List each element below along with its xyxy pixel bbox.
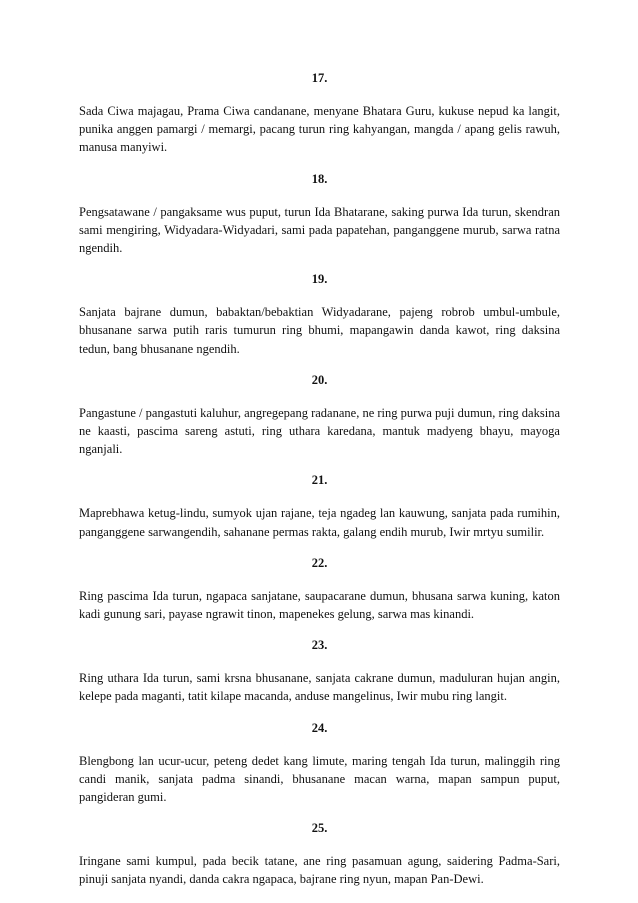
stanza-21: [79, 472, 560, 540]
stanza-25: [79, 820, 560, 888]
stanza-text: Sada Ciwa majagau, Prama Ciwa candanane, menyane Bhatara Guru, kukuse nepud ka langit, punika anggen pamargi / memargi, pacang turun ring kahyangan, mangda / apang gelis rawuh, manusa manyiwi.: [79, 104, 560, 155]
stanza-number: 24.: [311, 720, 328, 735]
stanza-text: Iringane sami kumpul, pada becik tatane, ane ring pasamuan agung, saidering Padma-Sari, pinuji sanjata nyandi, danda cakra ngapaca, bajrane ring nyun, mapan Pan-Dewi.: [79, 854, 560, 887]
stanza-text: Pangastune / pangastuti kaluhur, angregepang radanane, ne ring purwa puji dumun, ring daksina ne kaasti, pascima sareng astuti, ring uthara karedana, mantuk madyeng bhayu, mayoga nganjali.: [79, 405, 560, 457]
stanza-number: 25.: [311, 821, 328, 836]
stanza-number: 23.: [311, 638, 328, 653]
stanza-number: 17.: [311, 71, 328, 85]
stanza-text: Maprebhawa ketug-lindu, sumyok ujan rajane, teja ngadeg lan kauwung, sanjata pada rumihin, panganggene sarwangendih, sahanane permas rakta, galang endih murub, Iwir mrtyu sumilir.: [79, 506, 560, 539]
stanza-text: Pengsatawane / pangaksame wus puput, turun Ida Bhatarane, saking purwa Ida turun, skendran sami mengiring, Widyadara-Widyadari, sami pada papatehan, panganggene murub, sarwa ratna ngendih.: [79, 204, 560, 256]
stanza-number: 19.: [311, 272, 328, 287]
stanza-text: Blengbong lan ucur-ucur, peteng dedet kang limute, maring tengah Ida turun, malinggih ring candi manik, sanjata padma sinandi, bhusanane macan warna, mapan sampun puput, pangideran gumi.: [79, 753, 560, 805]
stanza-18: [79, 171, 560, 258]
stanza-number: 22.: [311, 555, 328, 570]
stanza-22: [79, 555, 560, 623]
stanza-number: 18.: [311, 171, 328, 186]
stanza-number: 20.: [311, 372, 328, 387]
stanza-text: Ring pascima Ida turun, ngapaca sanjatane, saupacarane dumun, bhusana sarwa kuning, katon kadi gunung sari, payase ngrawit tinon, mapenekes gelung, sarwa mas kinandi.: [79, 588, 560, 622]
stanza-17: [79, 70, 560, 157]
stanza-20: [79, 372, 560, 459]
stanza-24: [79, 720, 560, 807]
document-page: [79, 70, 560, 903]
stanza-text: Ring uthara Ida turun, sami krsna bhusanane, sanjata cakrane dumun, maduluran hujan angin, kelepe pada maganti, tatit kilape macanda, anduse mangelinus, Iwir mubu ring langit.: [79, 671, 560, 704]
stanza-text: Sanjata bajrane dumun, babaktan/bebaktian Widyadarane, pajeng robrob umbul-umbule, bhusanane sarwa putih raris tumurun ring bhumi, mapangawin danda kawot, ring daksina tedun, bang bhusanane ngendih.: [79, 305, 560, 356]
stanza-number: 21.: [311, 473, 328, 488]
stanza-23: [79, 637, 560, 705]
stanza-19: [79, 271, 560, 358]
